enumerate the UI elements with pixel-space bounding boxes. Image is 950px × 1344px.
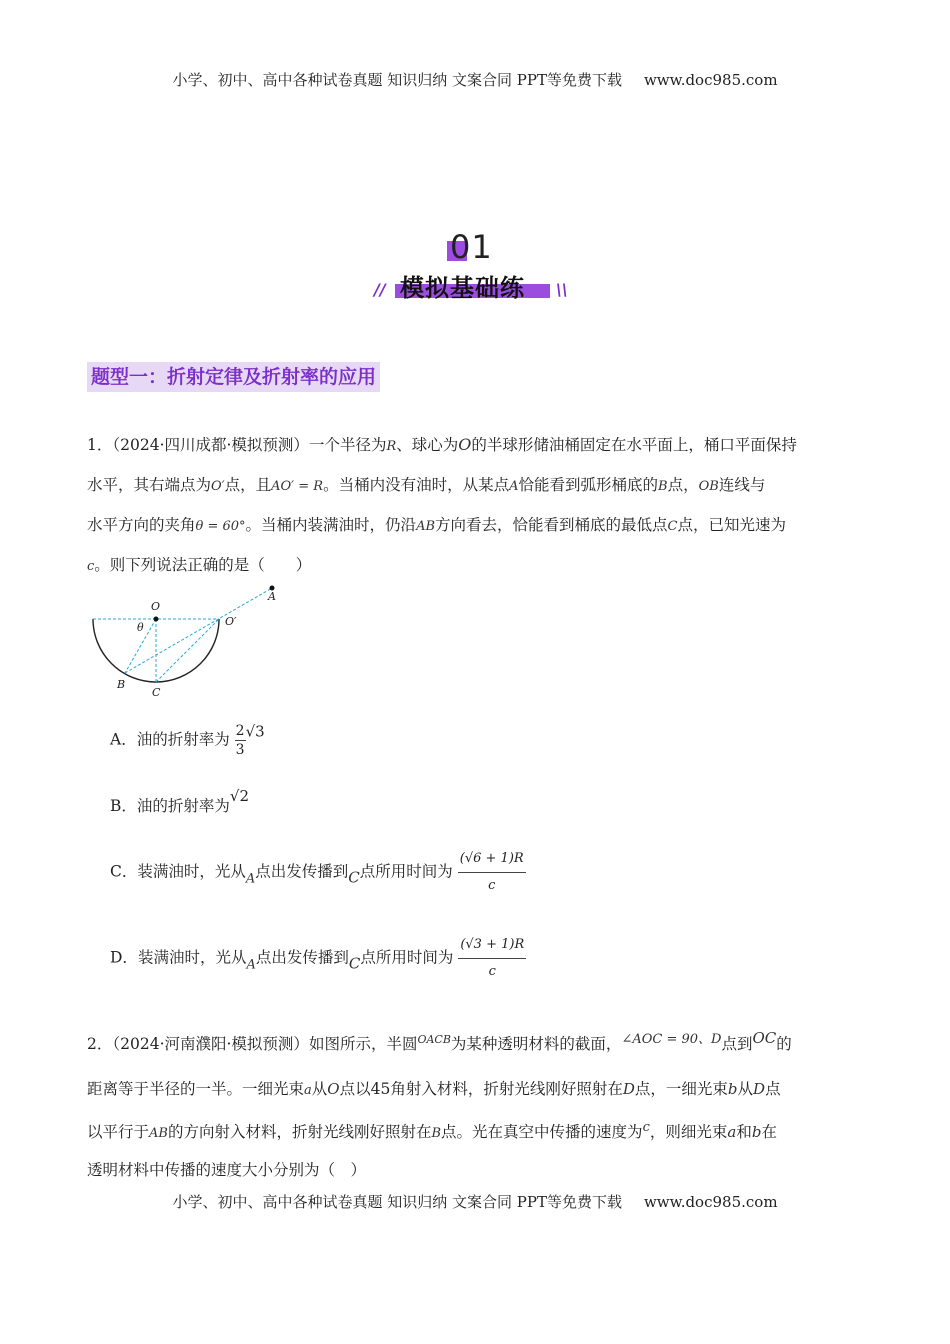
q1-option-c[interactable]: C．装满油时，光从$_A$点出发传播到C点所用时间为 $\frac{(√6 + 1)R}{c}$: [110, 846, 526, 899]
q1-option-d[interactable]: D．装满油时，光从$_A$点出发传播到C点所用时间为 $\frac{(√3 + 1)R}{c}$: [110, 932, 526, 985]
q1-point-o: [154, 617, 159, 622]
q1-label-theta: θ: [137, 621, 144, 634]
page-footer: [0, 1191, 950, 1212]
question-2: [87, 1020, 862, 1189]
footer-text: 小学、初中、高中各种试卷真题 知识归纳 文案合同 PPT等免费下载: [172, 1193, 622, 1211]
q2-line-2: 距离等于半径的一半。一细光束a从O点以45角射入材料，折射光线刚好照射在D点，一细光束b从D点: [87, 1080, 781, 1098]
q1-label-c: C: [152, 686, 161, 699]
badge-slash-left: //: [374, 280, 386, 299]
q1-label-b: B: [117, 678, 126, 691]
header-text: 小学、初中、高中各种试卷真题 知识归纳 文案合同 PPT等免费下载: [172, 71, 622, 89]
q2-line-3: 以平行于AB的方向射入材料，折射光线刚好照射在B点。光在真空中传播的速度为$^c$，则细光束a和b在: [87, 1120, 777, 1141]
badge-number: 01: [450, 228, 493, 266]
footer-url[interactable]: www.doc985.com: [643, 1193, 778, 1211]
header-url[interactable]: www.doc985.com: [643, 71, 778, 89]
q1-label-o: O: [151, 600, 161, 613]
q1-ba-line: [125, 588, 272, 673]
q1-line-4: c。则下列说法正确的是（ ）: [87, 556, 312, 574]
q2-line-1: 2．（2024·河南濮阳·模拟预测）如图所示，半圆$^{OACB}$为某种透明材料的截面，$^{\angle AOC = 90、D}$点到OC的: [87, 1029, 792, 1053]
section-heading: 题型一：折射定律及折射率的应用: [87, 362, 380, 392]
q1-co-line: [156, 619, 219, 682]
q1-label-oprime: O′: [225, 615, 237, 628]
q1-line-1: 1．（2024·四川成都·模拟预测）一个半径为R、球心为O的半球形储油桶固定在水平面上，桶口平面保持: [87, 435, 797, 454]
question-1: [87, 426, 862, 586]
badge-slash-right: \\: [556, 280, 568, 299]
q1-figure: [85, 583, 285, 703]
q1-label-a: A: [268, 590, 276, 603]
q1-line-3: 水平方向的夹角θ = 60°。当桶内装满油时，仍沿AB方向看去，恰能看到桶底的最低点C点，已知光速为: [87, 516, 786, 534]
section-badge: [0, 228, 950, 308]
badge-title: 模拟基础练: [400, 274, 525, 302]
q1-option-b[interactable]: B．油的折射率为√2: [110, 787, 250, 815]
q1-line-2: 水平，其右端点为O′点，且AO′ = R。当桶内没有油时，从某点A恰能看到弧形桶底的B点，OB连线与: [87, 476, 766, 494]
page-header: [0, 69, 950, 90]
q1-option-a[interactable]: A．油的折射率为 $\frac{2}{3}$ √3: [110, 722, 265, 758]
q2-line-4: 透明材料中传播的速度大小分别为（ ）: [87, 1161, 367, 1179]
